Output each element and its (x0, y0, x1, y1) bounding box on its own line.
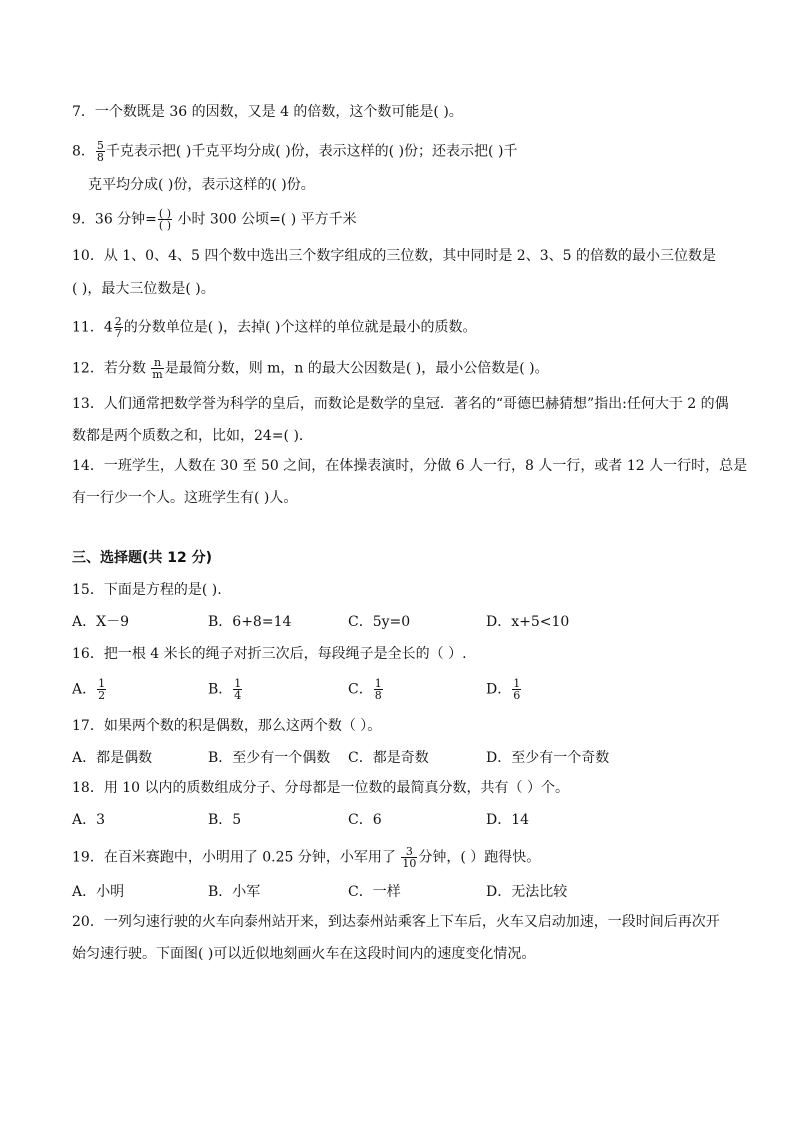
q15-option-b[interactable]: B．6+8=14 (208, 614, 292, 630)
question-20-line2: 始匀速行驶。下面图( )可以近似地刻画火车在这段时间内的速度变化情况。 (72, 946, 536, 962)
question-15: 15．下面是方程的是( ). (72, 582, 222, 598)
q16-option-d[interactable]: D． $\frac{1}{6}$ (486, 677, 521, 702)
mixed-number-4-2-7: 4 $\frac{2}{7}$ (103, 315, 122, 340)
question-8-text-a: 千克表示把( )千克平均分成( )份，表示这样的( )份；还表示把( )千 (105, 143, 518, 160)
q16-option-b[interactable]: B． $\frac{1}{4}$ (208, 677, 242, 702)
section-3-title: 三、选择题(共 12 分) (72, 550, 213, 566)
q19-option-a[interactable]: A．小明 (72, 884, 125, 900)
question-11 (72, 316, 734, 339)
question-17: 17．如果两个数的积是偶数，那么这两个数（ ）。 (72, 718, 382, 734)
question-10-line1: 10．从 1、0、4、5 四个数中选出三个数字组成的三位数，其中同时是 2、3、5 的倍数的最小三位数是 (72, 248, 716, 264)
q19-option-b[interactable]: B．小军 (208, 884, 261, 900)
fraction-3-10: $\frac{3}{10}$ (402, 845, 417, 870)
question-18: 18．用 10 以内的质数组成分子、分母都是一位数的最简真分数，共有（ ）个。 (72, 780, 569, 796)
q18-option-d[interactable]: D．14 (486, 812, 530, 828)
fraction-blank: $\frac{( )}{( )}$ (158, 207, 171, 232)
q17-option-d[interactable]: D．至少有一个奇数 (486, 750, 610, 766)
question-11-text: 的分数单位是( )，去掉( )个这样的单位就是最小的质数。 (123, 319, 477, 336)
question-8-number: 8． (72, 143, 95, 160)
q17-option-c[interactable]: C．都是奇数 (348, 750, 429, 766)
question-12 (72, 357, 734, 380)
question-20-line1: 20．一列匀速行驶的火车向泰州站开来，到达泰州站乘客上下车后，火车又启动加速，一段时间后再次开 (72, 914, 720, 930)
question-14-line2: 有一行少一个人。这班学生有( )人。 (72, 490, 298, 506)
fraction-n-m: $\frac{n}{m}$ (152, 356, 163, 381)
fraction-5-8: $\frac{5}{8}$ (96, 139, 104, 164)
question-9-prefix: 9．36 分钟= (72, 211, 157, 228)
question-19 (72, 846, 734, 869)
q15-option-a[interactable]: A．X－9 (72, 614, 129, 630)
question-8-line1 (72, 140, 734, 163)
q19-option-c[interactable]: C．一样 (348, 884, 401, 900)
question-7: 7．一个数既是 36 的因数，又是 4 的倍数，这个数可能是( )。 (72, 104, 463, 120)
question-8-line2: 克平均分成( )份，表示这样的( )份。 (88, 177, 315, 193)
question-12-text: 是最简分数，则 m，n 的最大公因数是( )，最小公倍数是( )。 (164, 360, 549, 377)
question-13-line2: 数都是两个质数之和，比如，24=( )． (72, 428, 313, 444)
question-13-line1: 13．人们通常把数学誉为科学的皇后，而数论是数学的皇冠．著名的“哥德巴赫猜想”指出:任何大于 2 的偶 (72, 396, 729, 412)
question-11-number: 11． (72, 319, 104, 336)
question-9-suffix: 小时 300 公顷=( ) 平方千米 (173, 211, 357, 228)
question-19-suffix: 分钟，( ）跑得快。 (418, 849, 541, 866)
q18-option-c[interactable]: C．6 (348, 812, 382, 828)
question-19-prefix: 19．在百米赛跑中，小明用了 0.25 分钟，小军用了 (72, 849, 401, 866)
q16-option-c[interactable]: C． $\frac{1}{8}$ (348, 677, 382, 702)
q15-option-d[interactable]: D．x+5<10 (486, 614, 570, 630)
question-14-line1: 14．一班学生，人数在 30 至 50 之间，在体操表演时，分做 6 人一行，8 人一行，或者 12 人一行时，总是 (72, 458, 748, 474)
q19-option-d[interactable]: D．无法比较 (486, 884, 568, 900)
question-10-line2: ( )，最大三位数是( )。 (72, 281, 215, 297)
q16-option-a[interactable]: A． $\frac{1}{2}$ (72, 677, 106, 702)
q17-option-b[interactable]: B．至少有一个偶数 (208, 750, 331, 766)
question-16: 16．把一根 4 米长的绳子对折三次后，每段绳子是全长的（ ）. (72, 646, 467, 662)
q18-option-b[interactable]: B．5 (208, 812, 242, 828)
q17-option-a[interactable]: A．都是偶数 (72, 750, 153, 766)
question-9 (72, 208, 734, 231)
q15-option-c[interactable]: C．5y=0 (348, 614, 411, 630)
question-12-prefix: 12．若分数 (72, 360, 151, 377)
q18-option-a[interactable]: A．3 (72, 812, 106, 828)
